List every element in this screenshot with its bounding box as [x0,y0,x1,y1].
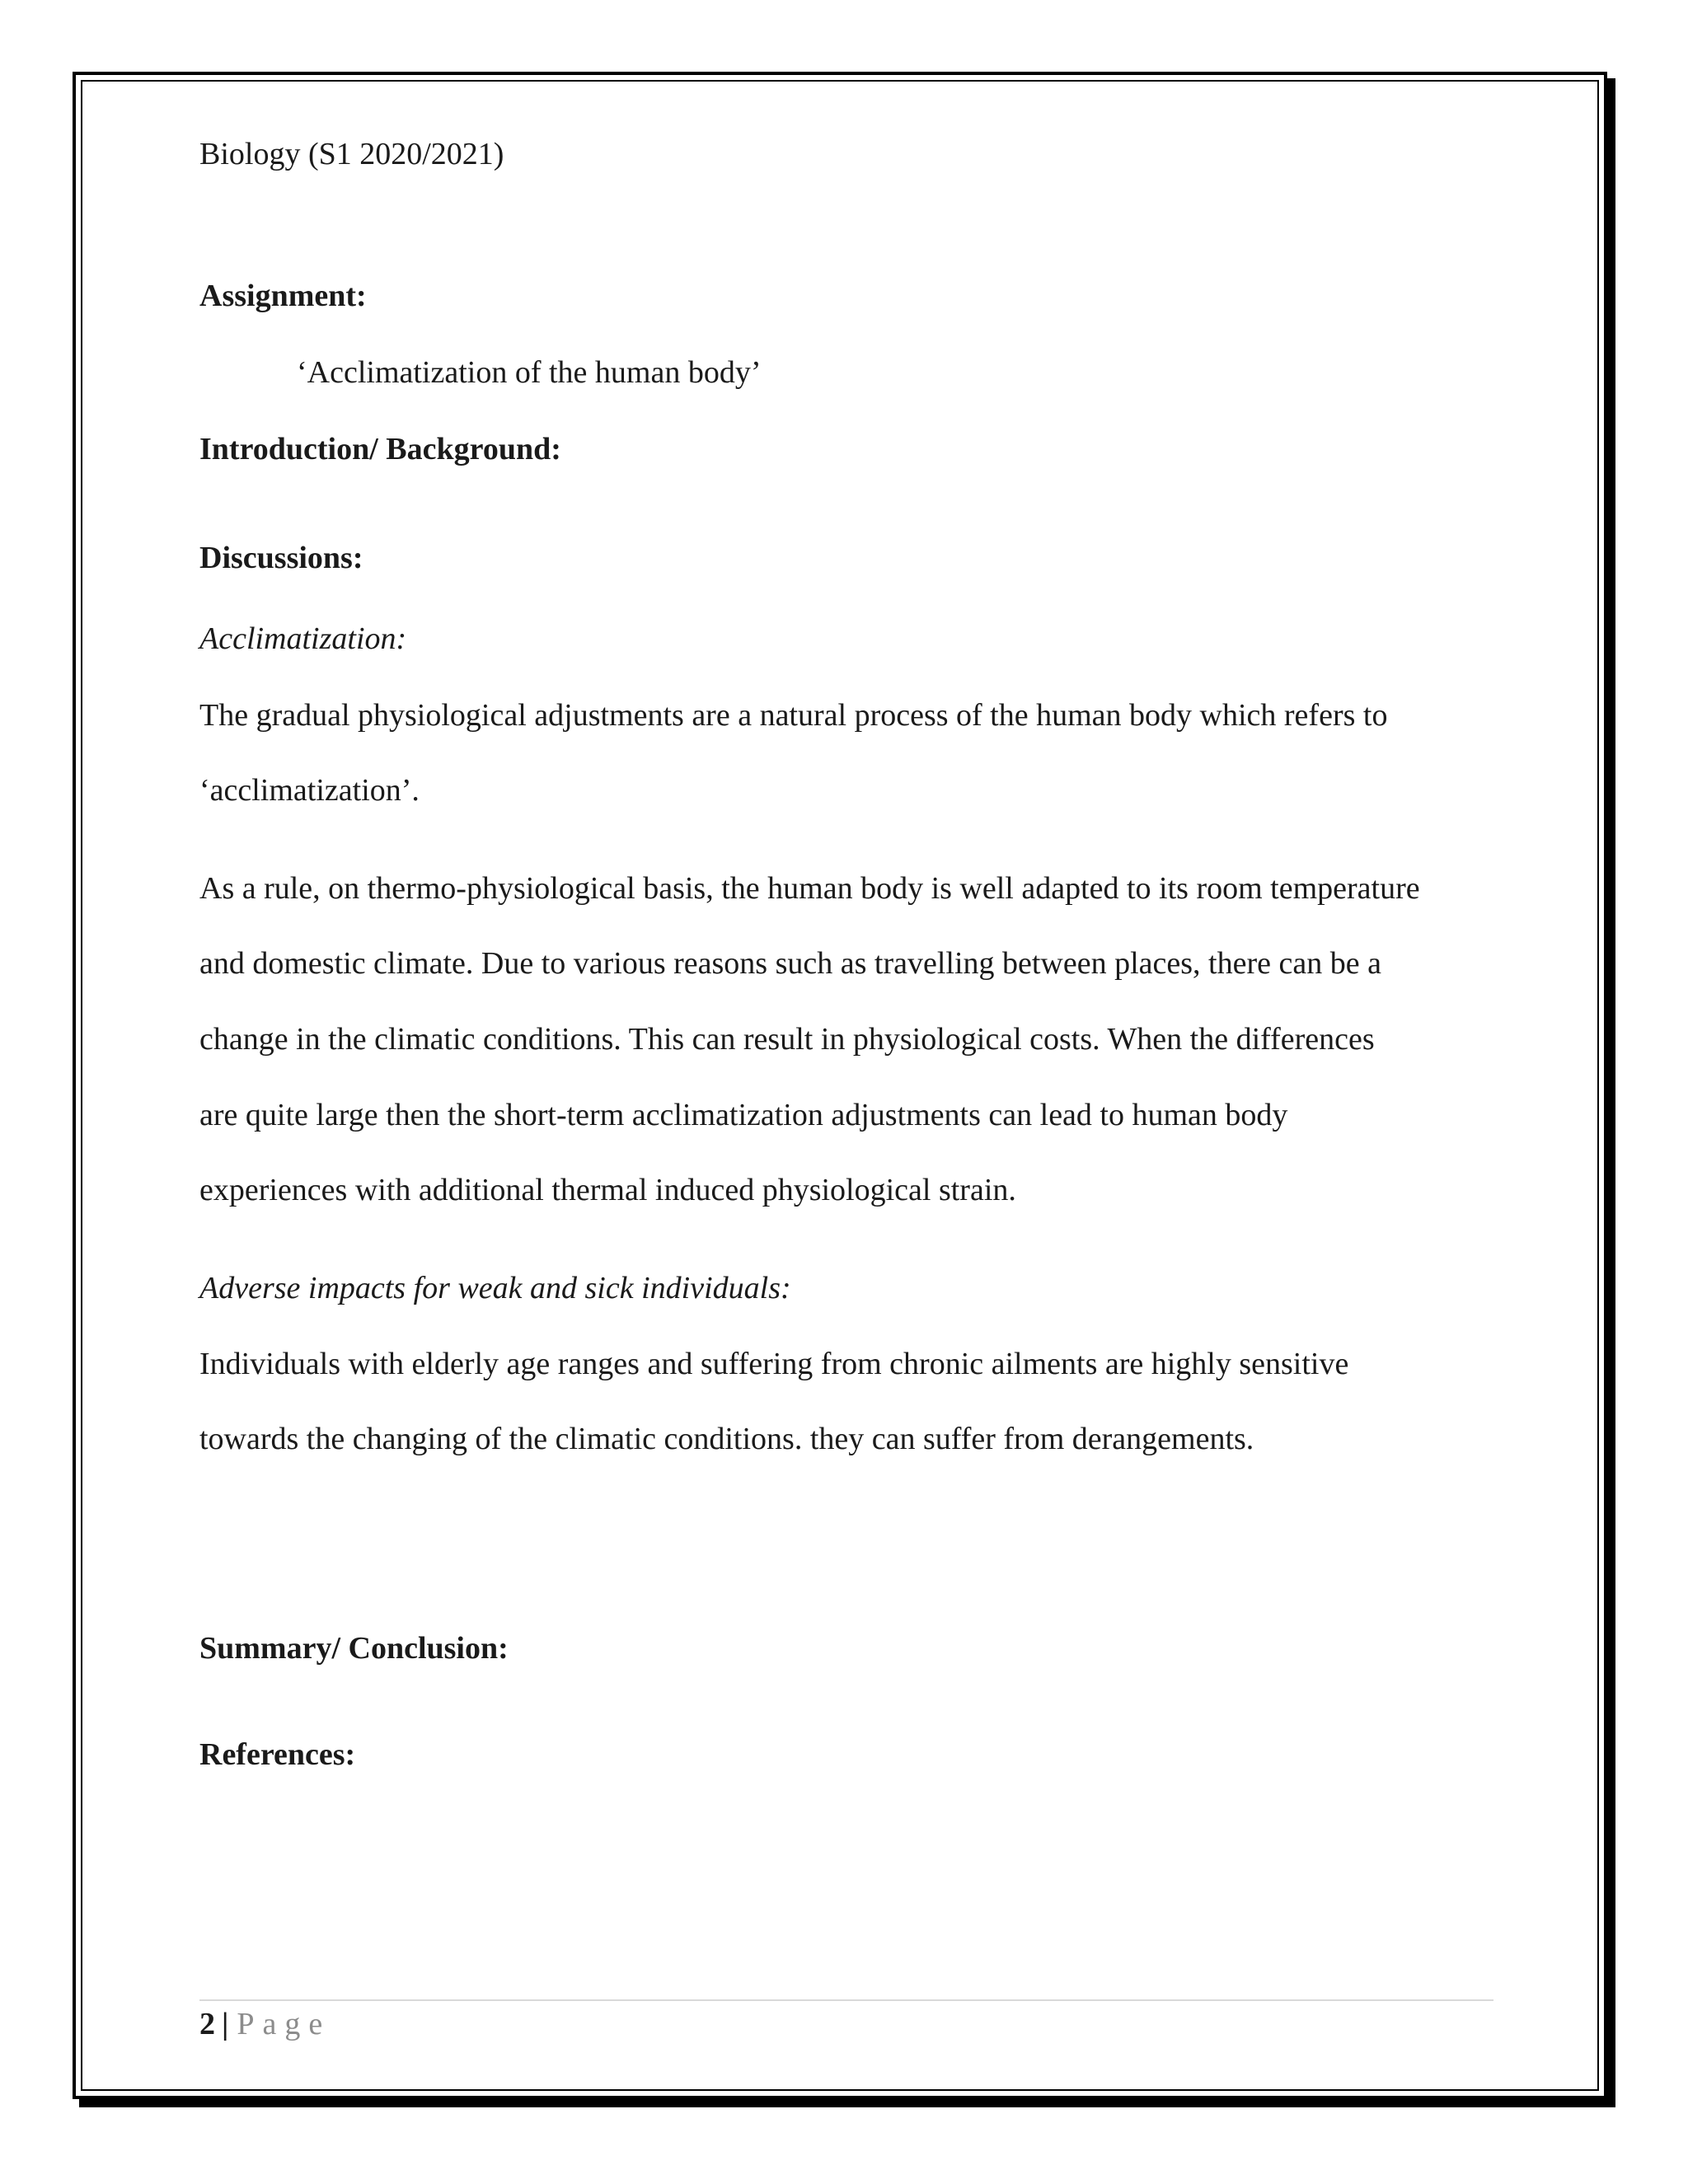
paragraph-line: Individuals with elderly age ranges and suffering from chronic ailments are highly sensitive [199,1347,1349,1381]
page-border-shadow [79,2099,1615,2107]
acclimatization-subheading: Acclimatization: [199,621,407,656]
paragraph-line: towards the changing of the climatic conditions. they can suffer from derangements. [199,1422,1254,1456]
discussions-heading: Discussions: [199,541,363,575]
page-footer [199,2005,331,2043]
paragraph-line: and domestic climate. Due to various reasons such as travelling between places, there can be a [199,946,1381,981]
assignment-title: ‘Acclimatization of the human body’ [297,355,762,390]
paragraph-line: change in the climatic conditions. This can result in physiological costs. When the differences [199,1022,1375,1057]
page-label: Page [237,2007,331,2041]
course-header: Biology (S1 2020/2021) [199,137,504,171]
paragraph-line: experiences with additional thermal induced physiological strain. [199,1173,1016,1207]
paragraph-line: As a rule, on thermo-physiological basis, the human body is well adapted to its room temperature [199,871,1420,906]
adverse-impacts-subheading: Adverse impacts for weak and sick individuals: [199,1271,791,1305]
footer-divider [199,1999,1493,2001]
paragraph-line: ‘acclimatization’. [199,773,420,808]
page-number: 2 [199,2007,215,2041]
paragraph-line: are quite large then the short-term acclimatization adjustments can lead to human body [199,1098,1288,1132]
references-heading: References: [199,1737,356,1772]
introduction-heading: Introduction/ Background: [199,432,561,466]
paragraph-line: The gradual physiological adjustments are a natural process of the human body which refers to [199,698,1388,733]
summary-heading: Summary/ Conclusion: [199,1631,509,1666]
page-border-shadow [1607,78,1615,2107]
assignment-label: Assignment: [199,279,367,313]
footer-separator: | [222,2007,229,2041]
